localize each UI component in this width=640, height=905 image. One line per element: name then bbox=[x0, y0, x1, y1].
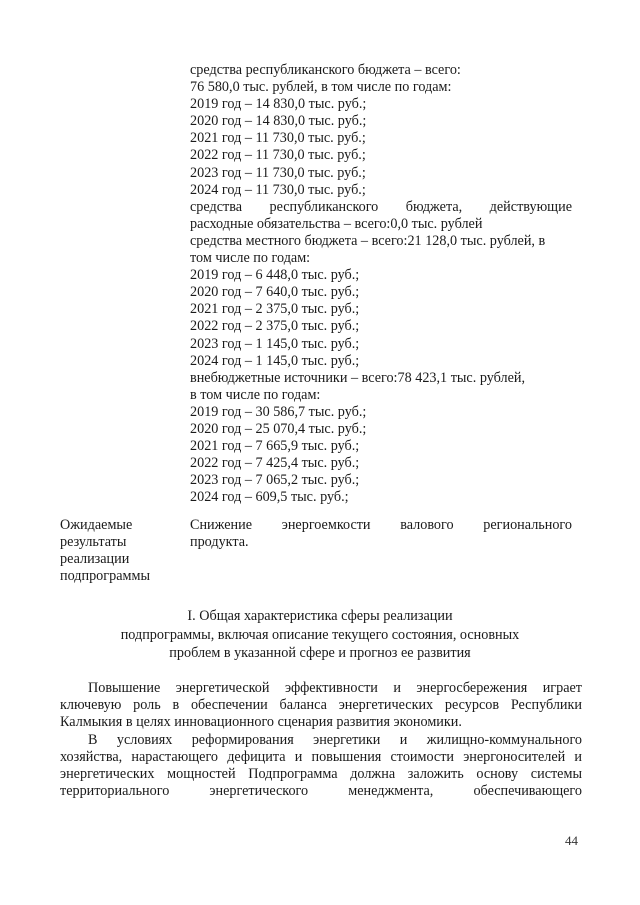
local-year-2023: 2023 год – 1 145,0 тыс. руб.; bbox=[190, 335, 360, 352]
page-number: 44 bbox=[565, 833, 578, 848]
republican-budget-total: 76 580,0 тыс. рублей, в том числе по годам: bbox=[190, 79, 452, 96]
local-year-2024: 2024 год – 1 145,0 тыс. руб.; bbox=[190, 352, 360, 369]
expected-results-value bbox=[190, 517, 572, 551]
local-budget-line-1: средства местного бюджета – всего:21 128,0 тыс. рублей, в bbox=[190, 232, 546, 249]
expected-results-value-line-1: Снижение энергоемкости валового регионального bbox=[190, 517, 572, 533]
section-heading bbox=[60, 607, 580, 663]
extrabudgetary-year-2024: 2024 год – 609,5 тыс. руб.; bbox=[190, 489, 349, 506]
local-year-2019: 2019 год – 6 448,0 тыс. руб.; bbox=[190, 267, 360, 284]
extrabudgetary-year-2020: 2020 год – 25 070,4 тыс. руб.; bbox=[190, 420, 367, 437]
extrabudgetary-year-2021: 2021 год – 7 665,9 тыс. руб.; bbox=[190, 438, 360, 455]
republican-year-2023: 2023 год – 11 730,0 тыс. руб.; bbox=[190, 164, 366, 181]
extrabudgetary-year-2019: 2019 год – 30 586,7 тыс. руб.; bbox=[190, 403, 367, 420]
section-heading-line: I. Общая характеристика сферы реализации bbox=[187, 608, 453, 624]
expected-results-label bbox=[60, 517, 180, 585]
section-heading-line: подпрограммы, включая описание текущего состояния, основных bbox=[120, 626, 520, 643]
republican-year-2024: 2024 год – 11 730,0 тыс. руб.; bbox=[190, 181, 366, 198]
republican-budget-header: средства республиканского бюджета – всего: bbox=[190, 62, 461, 78]
expected-results-value-line-2: продукта. bbox=[190, 534, 249, 551]
paragraph-line: Повышение энергетической эффективности и энергосбережения играет bbox=[88, 680, 582, 696]
local-year-2022: 2022 год – 2 375,0 тыс. руб.; bbox=[190, 318, 360, 335]
paragraph-line: ключевую роль в обеспечении баланса энергетических ресурсов Республики bbox=[60, 697, 582, 714]
paragraph-line: энергетических мощностей Подпрограмма должна заложить основу системы bbox=[60, 765, 582, 782]
paragraph-line: хозяйства, нарастающего дефицита и повышения стоимости энергоносителей и bbox=[60, 748, 582, 765]
local-year-2021: 2021 год – 2 375,0 тыс. руб.; bbox=[190, 301, 360, 318]
section-heading-line: проблем в указанной сфере и прогноз ее развития bbox=[169, 645, 471, 661]
funding-sources-block bbox=[190, 62, 580, 506]
republican-year-2020: 2020 год – 14 830,0 тыс. руб.; bbox=[190, 113, 367, 130]
expected-results-label-line: Ожидаемые bbox=[60, 517, 133, 533]
paragraph-line: В условиях реформирования энергетики и жилищно-коммунального bbox=[88, 731, 582, 748]
local-budget-line-2: том числе по годам: bbox=[190, 250, 311, 267]
republican-year-2022: 2022 год – 11 730,0 тыс. руб.; bbox=[190, 147, 366, 164]
extrabudgetary-year-2023: 2023 год – 7 065,2 тыс. руб.; bbox=[190, 472, 360, 489]
expected-results-label-line: подпрограммы bbox=[60, 568, 150, 585]
paragraph-line: Калмыкия в целях инновационного сценария развития экономики. bbox=[60, 714, 462, 731]
republican-year-2021: 2021 год – 11 730,0 тыс. руб.; bbox=[190, 130, 366, 147]
existing-obligations-line-2: расходные обязательства – всего:0,0 тыс. рублей bbox=[190, 215, 483, 232]
extrabudgetary-year-2022: 2022 год – 7 425,4 тыс. руб.; bbox=[190, 455, 360, 472]
existing-obligations-line-1: средства республиканского бюджета, действующие bbox=[190, 198, 572, 215]
body-paragraphs bbox=[60, 680, 582, 800]
extrabudgetary-line-2: в том числе по годам: bbox=[190, 386, 321, 403]
local-year-2020: 2020 год – 7 640,0 тыс. руб.; bbox=[190, 284, 360, 301]
expected-results-label-line: результаты bbox=[60, 534, 127, 551]
extrabudgetary-line-1: внебюджетные источники – всего:78 423,1 тыс. рублей, bbox=[190, 369, 526, 386]
republican-year-2019: 2019 год – 14 830,0 тыс. руб.; bbox=[190, 96, 367, 113]
paragraph-line: территориального энергетического менеджмента, обеспечивающего bbox=[60, 783, 582, 800]
expected-results-label-line: реализации bbox=[60, 551, 130, 568]
